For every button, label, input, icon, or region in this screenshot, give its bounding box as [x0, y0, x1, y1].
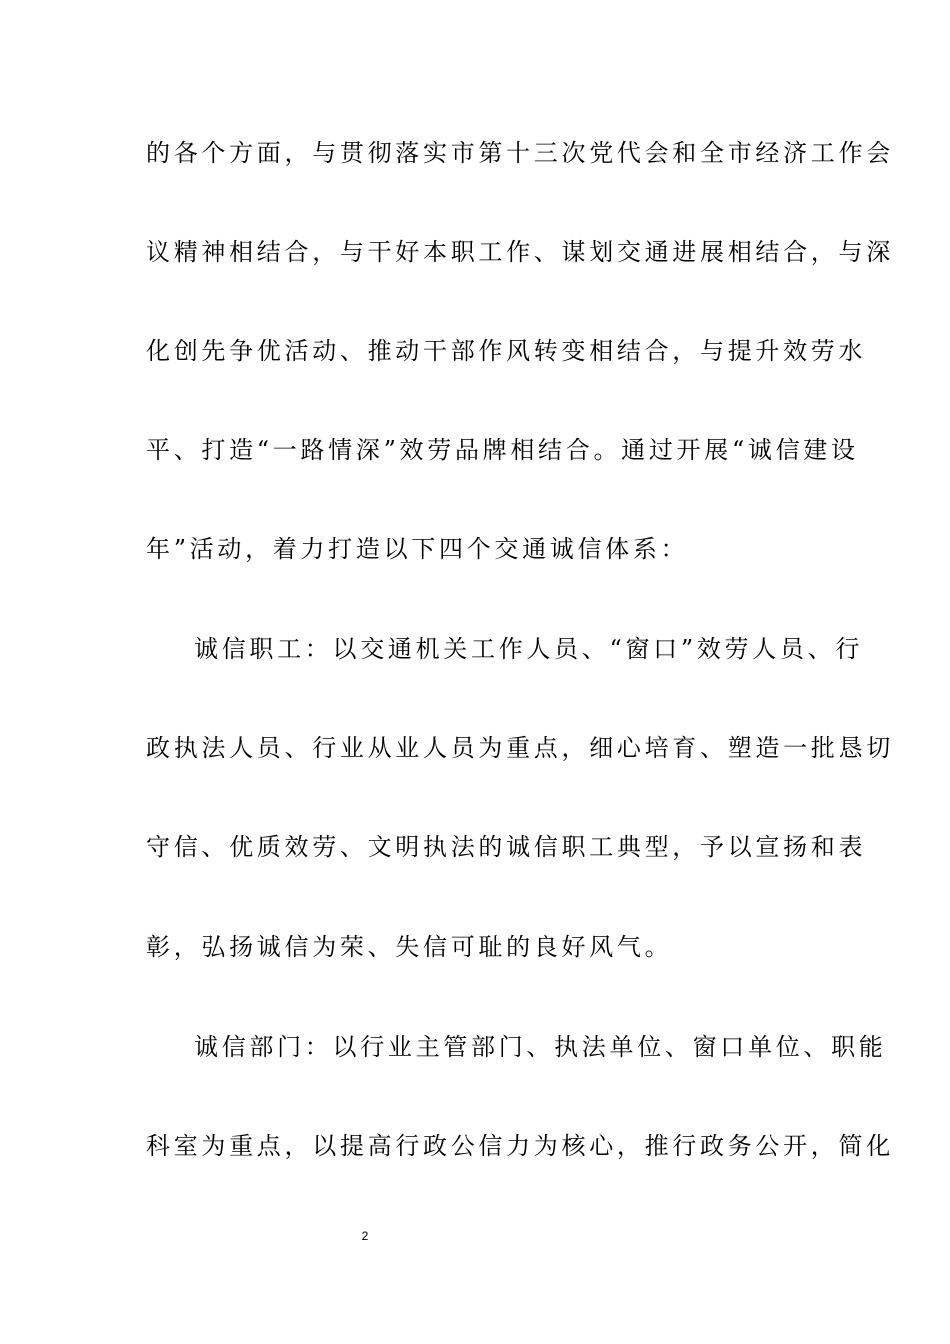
- text-line: 的各个方面，与贯彻落实市第十三次党代会和全市经济工作会: [146, 139, 894, 167]
- text-line: 政执法人员、行业从业人员为重点，细心培育、塑造一批恳切: [146, 734, 894, 762]
- paragraph-first-line: 诚信职工：以交通机关工作人员、“窗口”效劳人员、行: [194, 635, 864, 663]
- text-line: 化创先争优活动、推动干部作风转变相结合，与提升效劳水: [146, 337, 867, 365]
- text-line: 彰，弘扬诚信为荣、失信可耻的良好风气。: [146, 933, 673, 961]
- text-line: 年”活动，着力打造以下四个交通诚信体系：: [146, 535, 689, 563]
- text-line: 守信、优质效劳、文明执法的诚信职工典型，予以宣扬和表: [146, 833, 867, 861]
- text-line: 科室为重点，以提高行政公信力为核心，推行政务公开，简化: [146, 1132, 894, 1160]
- text-line: 平、打造“一路情深”效劳品牌相结合。通过开展“诚信建设: [146, 436, 859, 464]
- page-number: 2: [361, 1229, 369, 1243]
- text-line: 议精神相结合，与干好本职工作、谋划交通进展相结合，与深: [146, 238, 894, 266]
- paragraph-first-line: 诚信部门：以行业主管部门、执法单位、窗口单位、职能: [194, 1033, 887, 1061]
